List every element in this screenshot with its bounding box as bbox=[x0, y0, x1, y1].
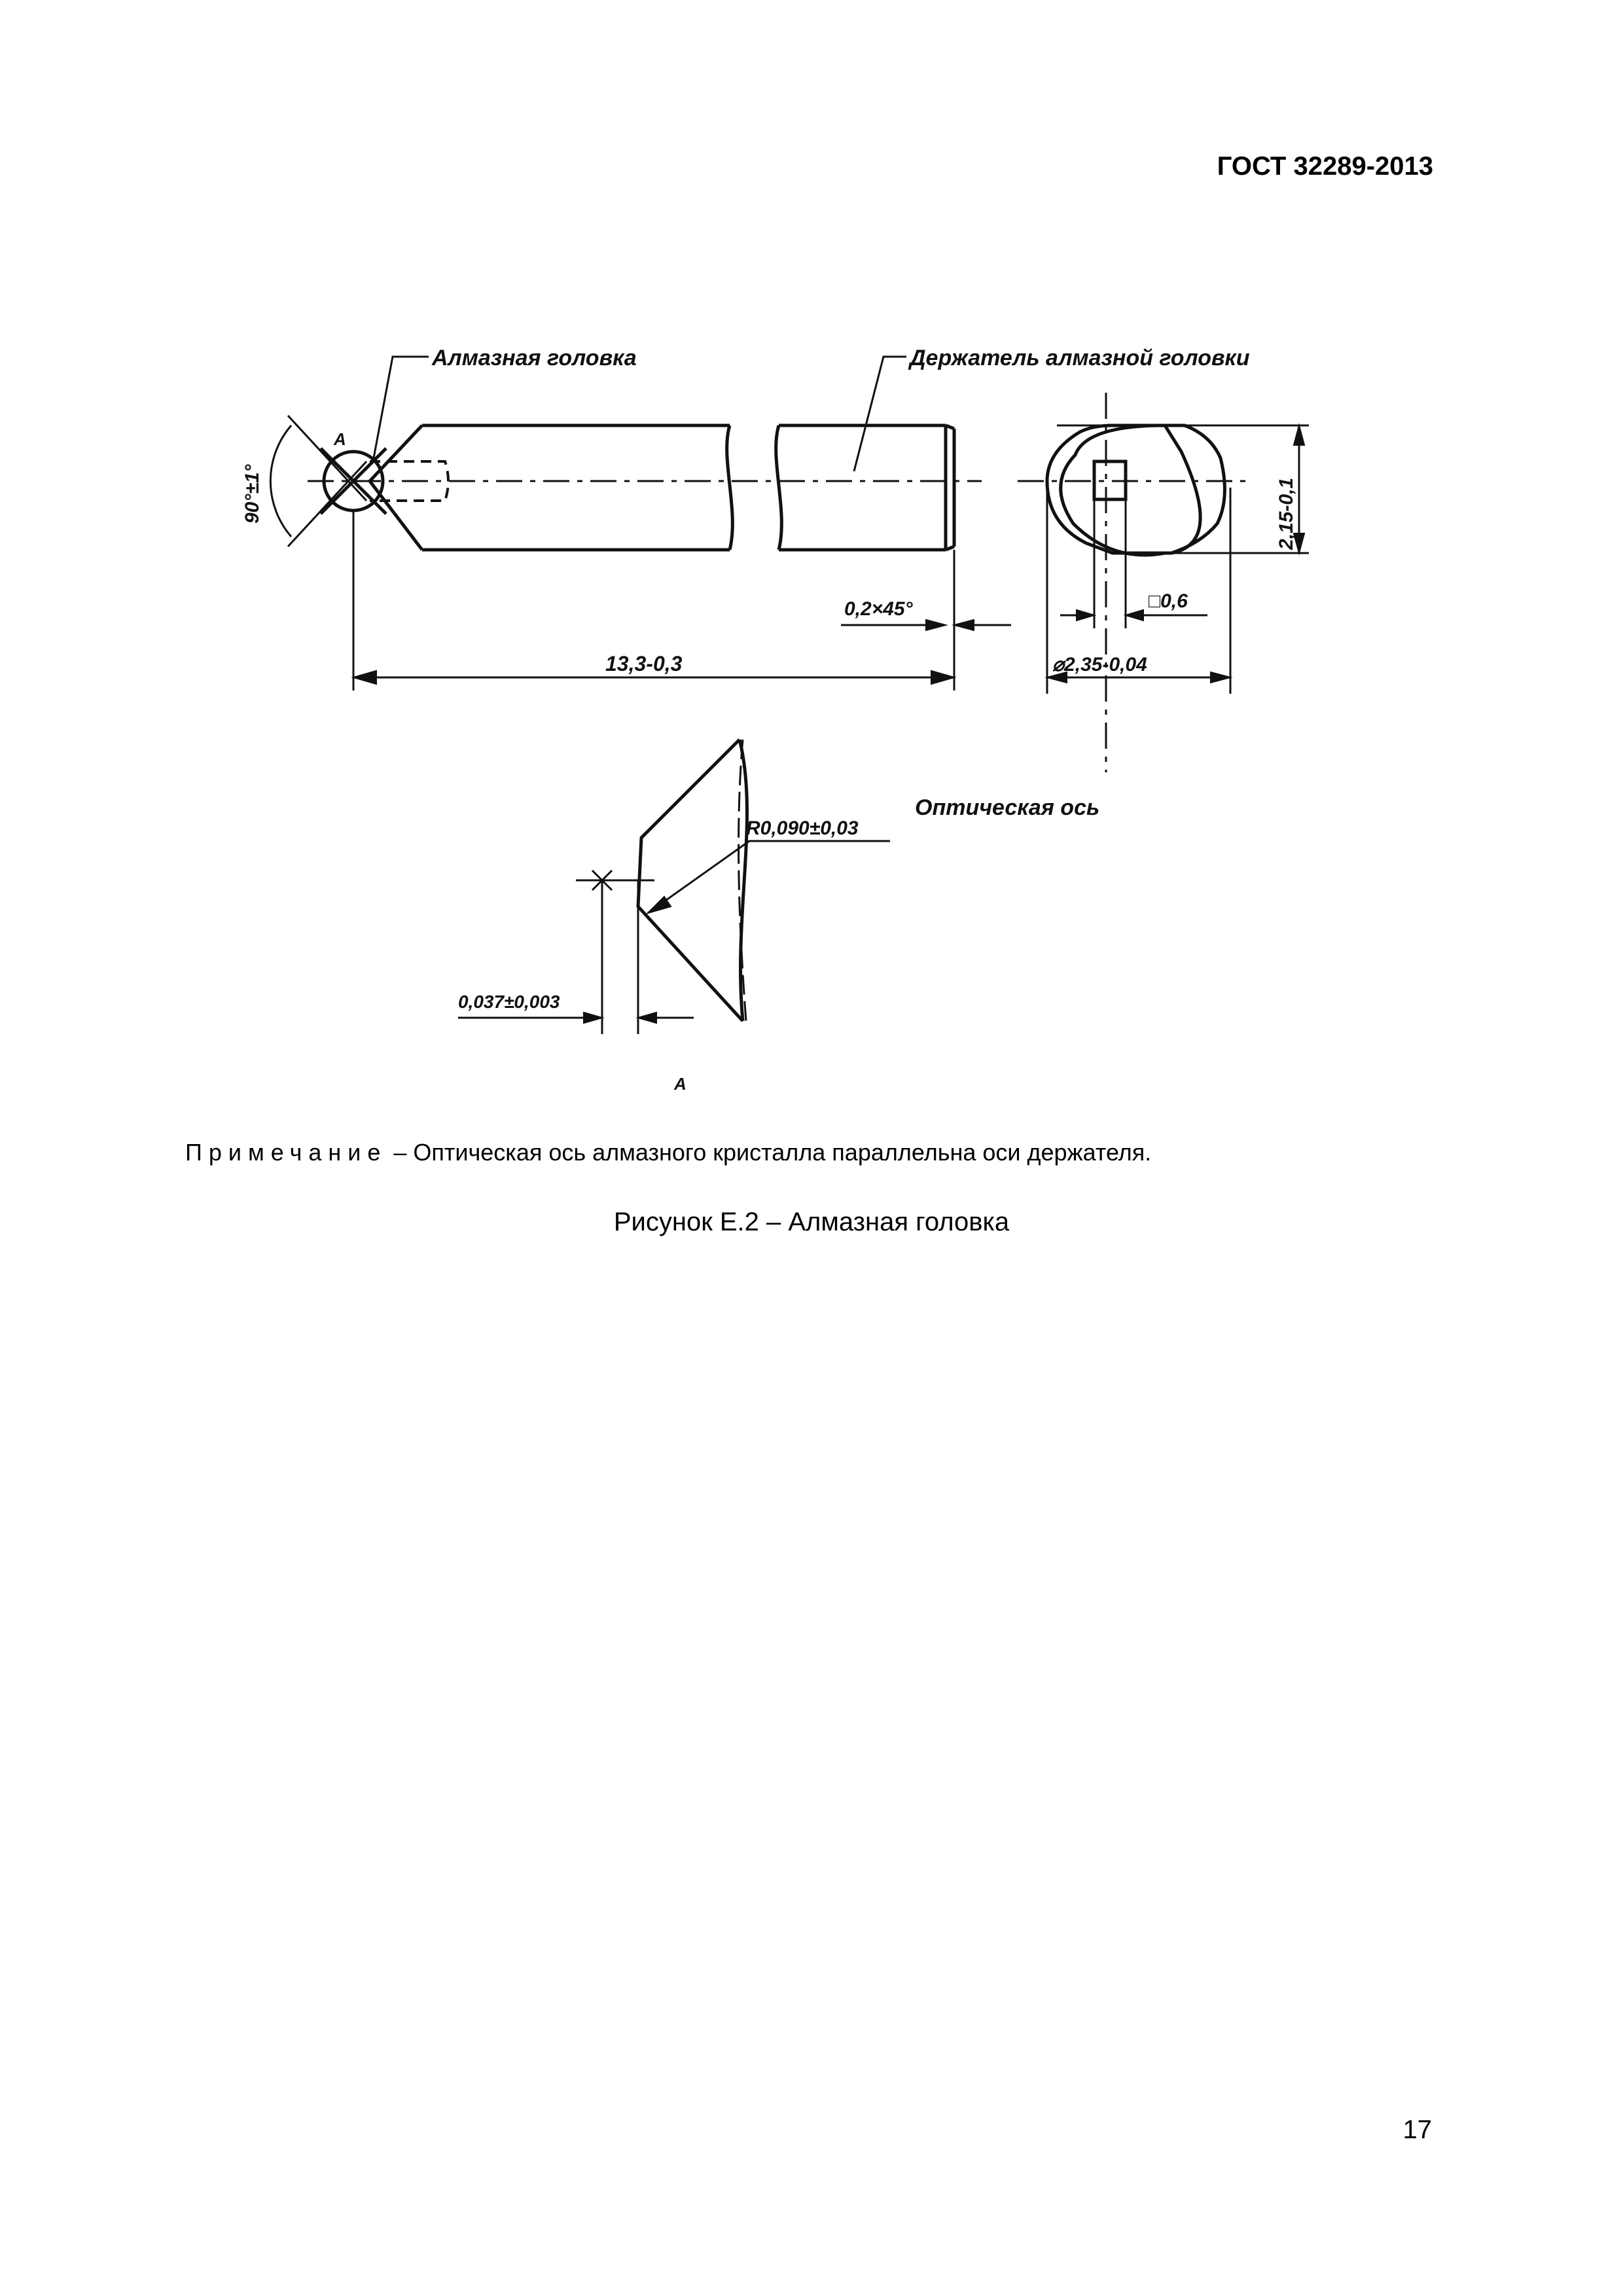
holder-end-view bbox=[1018, 393, 1247, 772]
holder-leader bbox=[854, 346, 1250, 471]
document-header: ГОСТ 32289-2013 bbox=[1217, 152, 1433, 181]
svg-text:13,3-0,3: 13,3-0,3 bbox=[605, 652, 683, 675]
page-number: 17 bbox=[1402, 2115, 1432, 2144]
optical-axis-label: Оптическая ось bbox=[915, 795, 1100, 820]
flat-height-dimension bbox=[1171, 425, 1309, 553]
svg-text:2,15-0,1: 2,15-0,1 bbox=[1275, 477, 1297, 550]
svg-text:0,2×45°: 0,2×45° bbox=[844, 598, 913, 620]
svg-text:Держатель алмазной головки: Держатель алмазной головки bbox=[910, 346, 1250, 370]
diamond-head-leader bbox=[373, 346, 637, 461]
svg-text:□0,6: □0,6 bbox=[1149, 590, 1188, 612]
note-paragraph bbox=[185, 1139, 1151, 1166]
holder-side-view bbox=[308, 425, 982, 550]
chamfer-dimension bbox=[841, 598, 1011, 630]
note-label: Примечание bbox=[185, 1139, 387, 1166]
diameter-dimension bbox=[1047, 488, 1230, 694]
angle-dimension bbox=[241, 416, 366, 547]
svg-text:А: А bbox=[674, 1074, 687, 1094]
detail-view-a bbox=[458, 740, 890, 1094]
svg-text:90°±1°: 90°±1° bbox=[241, 464, 263, 524]
svg-text:0,037±0,003: 0,037±0,003 bbox=[458, 992, 560, 1012]
svg-text:⌀2,35-0,04: ⌀2,35-0,04 bbox=[1052, 654, 1147, 675]
svg-text:R0,090±0,03: R0,090±0,03 bbox=[746, 817, 859, 839]
square-dimension bbox=[1060, 499, 1207, 628]
figure-caption: Рисунок Е.2 – Алмазная головка bbox=[613, 1208, 1010, 1236]
svg-text:Алмазная головка: Алмазная головка bbox=[432, 346, 637, 370]
note-text: – Оптическая ось алмазного кристалла параллельна оси держателя. bbox=[387, 1139, 1152, 1166]
view-a-marker: А bbox=[334, 429, 346, 449]
